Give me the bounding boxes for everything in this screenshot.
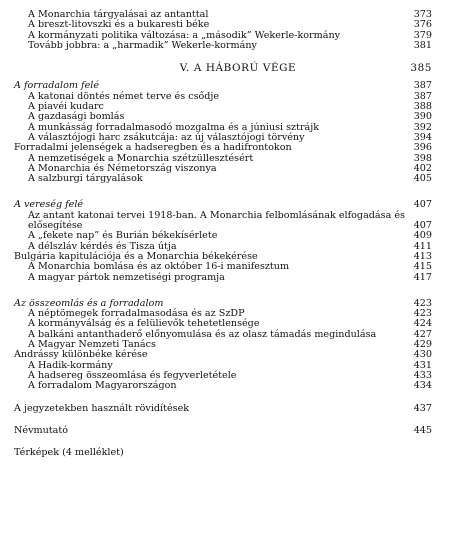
spacer — [14, 392, 432, 404]
toc-entry-page: 427 — [413, 328, 432, 340]
toc-entry-title: A magyar pártok nemzetiségi programja — [28, 271, 225, 283]
toc-entry-title: A katonai döntés német terve és csődje — [28, 90, 220, 102]
chapter-title: V. A HÁBORÚ VÉGE — [179, 62, 297, 75]
toc-entry-title: A kormányválság és a felülievők tehetetlensége — [28, 318, 260, 330]
toc-entry-page: 433 — [413, 369, 432, 381]
toc-entry-title: Forradalmi jelenségek a hadseregben és a hadifrontokon — [14, 142, 292, 154]
toc-entry — [14, 211, 432, 232]
toc-entry-title: A Monarchia bomlása és az október 16-i manifesztum — [28, 261, 290, 273]
toc-entry-page: 373 — [413, 9, 432, 20]
toc-entry-title: A „fekete nap” és Burián békekísérlete — [28, 230, 218, 242]
toc-entry-page: 430 — [413, 349, 432, 361]
toc-section — [14, 200, 432, 282]
toc-entry-title: A breszt-litovszki és a bukaresti béke — [28, 19, 210, 31]
chapter-page: 385 — [410, 62, 432, 75]
toc-bottom-group — [14, 404, 432, 459]
toc-entry — [14, 426, 432, 436]
toc-entry-page: 388 — [413, 101, 432, 113]
toc-entry-page: 381 — [413, 39, 432, 51]
toc-entry-title: A Monarchia tárgyalásai az antanttal — [28, 9, 209, 20]
toc-entry-title: A választójogi harc zsákutcája: az új választójogi törvény — [28, 131, 305, 143]
toc-entry-page: 415 — [413, 261, 432, 273]
toc-entry-page: 407 — [413, 220, 432, 232]
toc-entry-title: A munkásság forradalmasodó mozgalma és a júniusi sztrájk — [28, 121, 320, 133]
toc-entry-page: 390 — [413, 111, 432, 123]
toc-entry-page: 394 — [413, 131, 432, 143]
toc-entry-page: 423 — [413, 308, 432, 320]
toc-entry-page: 392 — [413, 121, 432, 133]
toc-entry-title: Térképek (4 melléklet) — [14, 447, 124, 459]
toc-entry-page: 409 — [413, 230, 432, 242]
toc-entry-title: Tovább jobbra: a „harmadik” Wekerle-kormány — [28, 39, 257, 51]
toc-entry-page: 411 — [413, 240, 432, 252]
toc-entry-page: 398 — [413, 152, 432, 164]
toc-entry-title: A hadsereg összeomlása és fegyverletétele — [28, 369, 237, 381]
toc-entry-page: 429 — [413, 339, 432, 351]
toc-entry-page: 396 — [413, 142, 432, 154]
toc-entry-page: 402 — [413, 162, 432, 174]
toc-entry — [14, 41, 432, 51]
toc-entry-page: 376 — [413, 19, 432, 31]
toc-entry-title: Az antant katonai tervei 1918-ban. A Monarchia felbomlásának elfogadása és elősegítése — [28, 209, 405, 232]
toc-entry-page: 424 — [413, 318, 432, 330]
toc-entry — [14, 381, 432, 391]
toc-entry-page: 431 — [413, 359, 432, 371]
section-page: 387 — [413, 80, 432, 92]
section-title: A forradalom felé — [14, 80, 100, 92]
toc-entry-page: 413 — [413, 250, 432, 262]
toc-entry-page: 387 — [413, 90, 432, 102]
toc-entry-page: 405 — [413, 173, 432, 185]
section-title: A vereség felé — [14, 199, 84, 211]
toc-entry-title: A kormányzati politika változása: a „második” Wekerle-kormány — [28, 29, 341, 41]
toc-entry-title: A balkáni antanthaderő előnyomulása és az olasz támadás megindulása — [28, 328, 377, 340]
section-page: 423 — [413, 297, 432, 309]
toc-entry — [14, 404, 432, 414]
spacer — [14, 283, 432, 293]
toc-entry-page: 437 — [413, 402, 432, 414]
spacer — [14, 184, 432, 194]
toc-entry-title: A Hadik-kormány — [28, 359, 113, 371]
toc-entry-title: Névmutató — [14, 424, 68, 436]
toc-entry — [14, 448, 432, 458]
toc-entry-page: 445 — [413, 424, 432, 436]
toc-entry — [14, 273, 432, 283]
section-page: 407 — [413, 199, 432, 211]
toc-entry — [14, 174, 432, 184]
toc-entry-title: A piavéi kudarc — [28, 101, 104, 113]
toc-entry-title: A gazdasági bomlás — [28, 111, 125, 123]
section-title: Az összeomlás és a forradalom — [14, 297, 164, 309]
toc-entry-title: A néptömegek forradalmasodása és az SzDP — [28, 308, 245, 320]
toc-entry-title: A Magyar Nemzeti Tanács — [28, 339, 156, 351]
table-of-contents — [14, 10, 432, 458]
toc-top-group — [14, 10, 432, 51]
toc-entry-title: A jegyzetekben használt rövidítések — [14, 402, 190, 414]
toc-entry-title: A Monarchia és Németország viszonya — [28, 162, 217, 174]
toc-entry-title: A nemzetiségek a Monarchia szétzüllesztésért — [28, 152, 254, 164]
spacer — [14, 414, 432, 426]
toc-entry-page: 417 — [413, 271, 432, 283]
toc-entry-title: A salzburgi tárgyalások — [28, 173, 143, 185]
toc-entry-title: A délszláv kérdés és Tisza útja — [28, 240, 177, 252]
chapter-heading — [14, 63, 432, 73]
toc-entry-page: 434 — [413, 380, 432, 392]
toc-entry-title: Andrássy különbéke kérése — [14, 349, 148, 361]
toc-entry-title: A forradalom Magyarországon — [28, 380, 177, 392]
toc-entry-title: Bulgária kapitulációja és a Monarchia békekérése — [14, 250, 258, 262]
toc-entry-page: 379 — [413, 29, 432, 41]
toc-entry — [14, 262, 432, 272]
toc-section — [14, 299, 432, 392]
toc-section — [14, 81, 432, 184]
